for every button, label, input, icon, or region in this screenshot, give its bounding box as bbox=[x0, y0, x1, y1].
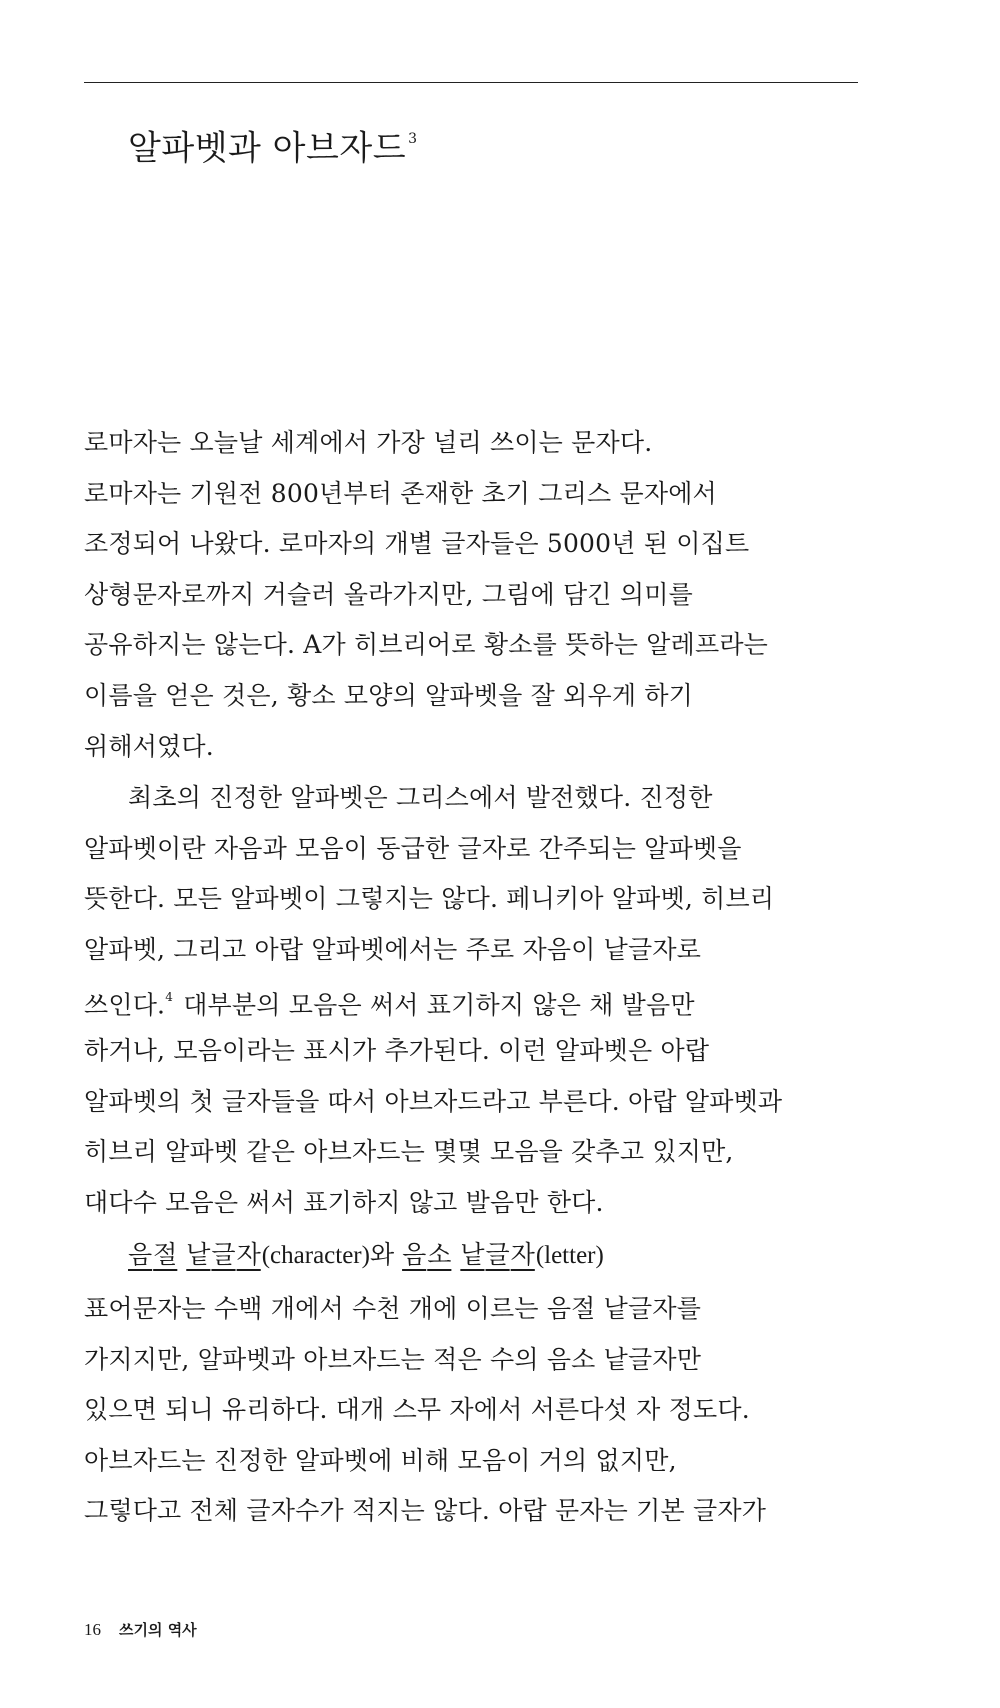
underlined-char: 자 bbox=[236, 1240, 261, 1269]
text-line: 하거나, 모음이라는 표시가 추가된다. 이런 알파벳은 아랍 bbox=[84, 1035, 710, 1065]
text-line: 표어문자는 수백 개에서 수천 개에 이르는 음절 낱글자를 bbox=[84, 1294, 702, 1323]
underlined-char: 절 bbox=[153, 1240, 178, 1269]
footnote-ref-4: 4 bbox=[165, 990, 174, 1005]
text-line: 알파벳이란 자음과 모음이 동급한 글자로 간주되는 알파벳을 bbox=[84, 833, 742, 863]
text-segment: 대부분의 모음은 써서 표기하지 않은 채 발음만 bbox=[183, 990, 695, 1020]
text-line: 로마자는 오늘날 세계에서 가장 널리 쓰이는 문자다. bbox=[84, 428, 653, 457]
text-line: 상형문자로까지 거슬러 올라가지만, 그림에 담긴 의미를 bbox=[84, 579, 693, 609]
underlined-char: 소 bbox=[427, 1240, 452, 1269]
section-title bbox=[128, 118, 417, 173]
text-line: 있으면 되니 유리하다. 대개 스무 자에서 서른다섯 자 정도다. bbox=[84, 1395, 750, 1425]
text-line: 가지지만, 알파벳과 아브자드는 적은 수의 음소 낱글자만 bbox=[84, 1344, 702, 1374]
underlined-char: 낱 bbox=[460, 1240, 485, 1269]
text-line: 그렇다고 전체 글자수가 적지는 않다. 아랍 문자는 기본 글자가 bbox=[84, 1496, 767, 1526]
page-number: 16 bbox=[84, 1620, 101, 1639]
paragraph-2 bbox=[84, 773, 782, 1228]
connector: 와 bbox=[369, 1240, 395, 1269]
term-phonemic-letter bbox=[402, 1240, 536, 1269]
term-en-character: (character) bbox=[261, 1242, 370, 1269]
text-line: 위해서였다. bbox=[84, 731, 214, 761]
page-footer bbox=[84, 1618, 197, 1642]
text-line-with-footnote bbox=[84, 975, 782, 1026]
header-rule bbox=[84, 82, 858, 83]
text-line: 공유하지는 않는다. A가 히브리어로 황소를 뜻하는 알레프라는 bbox=[84, 630, 769, 660]
book-title: 쓰기의 역사 bbox=[119, 1621, 197, 1639]
term-syllabic-character bbox=[128, 1240, 262, 1269]
term-en-letter: (letter) bbox=[535, 1242, 604, 1269]
underlined-char: 글 bbox=[485, 1240, 510, 1269]
text-line: 히브리 알파벳 같은 아브자드는 몇몇 모음을 갖추고 있지만, bbox=[84, 1137, 734, 1167]
underlined-char: 음 bbox=[402, 1240, 427, 1269]
subheading bbox=[128, 1230, 604, 1281]
text-line: 아브자드는 진정한 알파벳에 비해 모음이 거의 없지만, bbox=[84, 1445, 677, 1475]
text-line: 알파벳, 그리고 아랍 알파벳에서는 주로 자음이 낱글자로 bbox=[84, 934, 702, 964]
footnote-ref-3: 3 bbox=[408, 131, 418, 147]
text-segment: 쓰인다. bbox=[84, 990, 166, 1020]
underlined-char: 음 bbox=[128, 1240, 153, 1269]
text-line: 조정되어 나왔다. 로마자의 개별 글자들은 5000년 된 이집트 bbox=[84, 529, 750, 559]
underlined-char: 글 bbox=[211, 1240, 236, 1269]
underlined-char: 낱 bbox=[186, 1240, 211, 1269]
text-line: 이름을 얻은 것은, 황소 모양의 알파벳을 잘 외우게 하기 bbox=[84, 680, 694, 710]
section-title-text: 알파벳과 아브자드 bbox=[128, 128, 407, 169]
text-line: 알파벳의 첫 글자들을 따서 아브자드라고 부른다. 아랍 알파벳과 bbox=[84, 1086, 783, 1116]
underlined-char: 자 bbox=[510, 1240, 535, 1269]
text-line: 로마자는 기원전 800년부터 존재한 초기 그리스 문자에서 bbox=[84, 478, 717, 508]
paragraph-3 bbox=[84, 1284, 766, 1537]
text-line: 최초의 진정한 알파벳은 그리스에서 발전했다. 진정한 bbox=[128, 783, 713, 812]
text-line: 뜻한다. 모든 알파벳이 그렇지는 않다. 페니키아 알파벳, 히브리 bbox=[84, 884, 775, 914]
paragraph-1 bbox=[84, 418, 768, 772]
text-line: 대다수 모음은 써서 표기하지 않고 발음만 한다. bbox=[84, 1187, 604, 1217]
